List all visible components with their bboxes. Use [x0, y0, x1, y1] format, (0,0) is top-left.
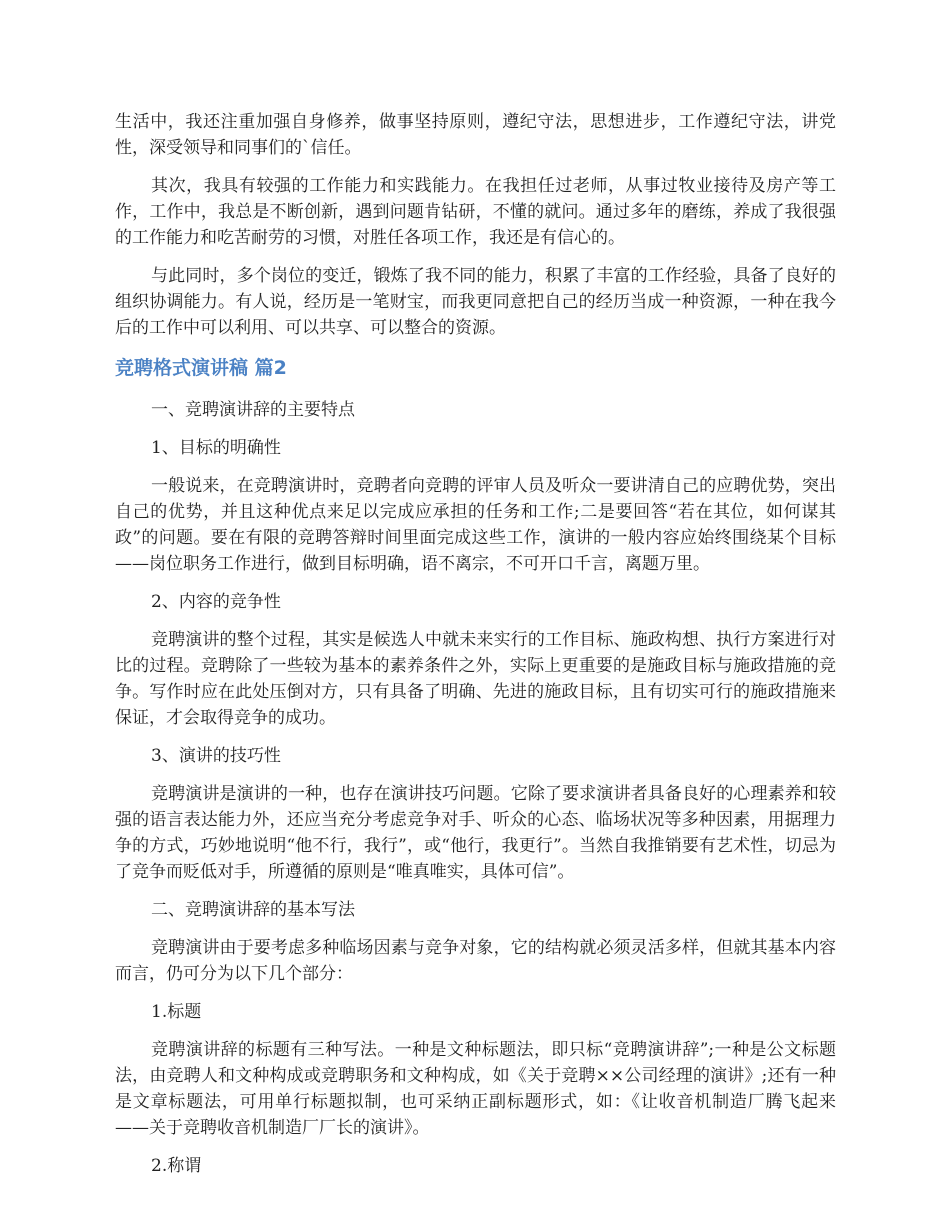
subheading: 一、竞聘演讲辞的主要特点 — [151, 400, 355, 420]
subheading: 2、内容的竞争性 — [151, 592, 281, 612]
paragraph: 与此同时，多个岗位的变迁，锻炼了我不同的能力，积累了丰富的工作经验，具备了良好的组织协调能力。有人说，经历是一笔财宝，而我更同意把自己的经历当成一种资源，一种在我今后的工作中可以利用、可以共享、可以整合的资源。 — [115, 266, 836, 338]
paragraph: 竞聘演讲由于要考虑多种临场因素与竞争对象，它的结构就必须灵活多样，但就其基本内容而言，仍可分为以下几个部分： — [115, 938, 836, 984]
subheading: 1、目标的明确性 — [151, 438, 281, 458]
paragraph: 竞聘演讲是演讲的一种，也存在演讲技巧问题。它除了要求演讲者具备良好的心理素养和较强的语言表达能力外，还应当充分考虑竞争对手、听众的心态、临场状况等多种因素，用据理力争的方式，巧妙地说明“他不行，我行”，或“他行，我更行”。当然自我推销要有艺术性，切忌为了竞争而贬低对手，所遵循的原则是“唯真唯实，具体可信”。 — [115, 784, 836, 882]
paragraph: 其次，我具有较强的工作能力和实践能力。在我担任过老师，从事过牧业接待及房产等工作，工作中，我总是不断创新，遇到问题肯钻研，不懂的就问。通过多年的磨练，养成了我很强的工作能力和吃苦耐劳的习惯，对胜任各项工作，我还是有信心的。 — [115, 176, 836, 248]
subheading: 3、演讲的技巧性 — [151, 746, 281, 766]
paragraph: 竞聘演讲辞的标题有三种写法。一种是文种标题法，即只标“竞聘演讲辞”;一种是公文标题法，由竞聘人和文种构成或竞聘职务和文种构成，如《关于竞聘××公司经理的演讲》;还有一种是文章标题法，可用单行标题拟制，也可采纳正副标题形式，如：《让收音机制造厂腾飞起来——关于竞聘收音机制造厂厂长的演讲》。 — [115, 1040, 836, 1138]
paragraph: 生活中，我还注重加强自身修养，做事坚持原则，遵纪守法，思想进步，工作遵纪守法，讲党性，深受领导和同事们的`信任。 — [115, 112, 836, 158]
paragraph: 一般说来，在竞聘演讲时，竞聘者向竞聘的评审人员及听众一要讲清自己的应聘优势，突出自己的优势，并且这种优点来足以完成应承担的任务和工作;二是要回答“若在其位，如何谋其政”的问题。要在有限的竞聘答辩时间里面完成这些工作，演讲的一般内容应始终围绕某个目标——岗位职务工作进行，做到目标明确，语不离宗，不可开口千言，离题万里。 — [115, 476, 836, 574]
subheading: 1.标题 — [151, 1002, 202, 1022]
section-heading: 竞聘格式演讲稿 篇2 — [115, 357, 287, 379]
paragraph: 竞聘演讲的整个过程，其实是候选人中就未来实行的工作目标、施政构想、执行方案进行对比的过程。竞聘除了一些较为基本的素养条件之外，实际上更重要的是施政目标与施政措施的竞争。写作时应在此处压倒对方，只有具备了明确、先进的施政目标，且有切实可行的施政措施来保证，才会取得竞争的成功。 — [115, 630, 836, 728]
subheading: 二、竞聘演讲辞的基本写法 — [151, 900, 355, 920]
subheading: 2.称谓 — [151, 1156, 202, 1176]
